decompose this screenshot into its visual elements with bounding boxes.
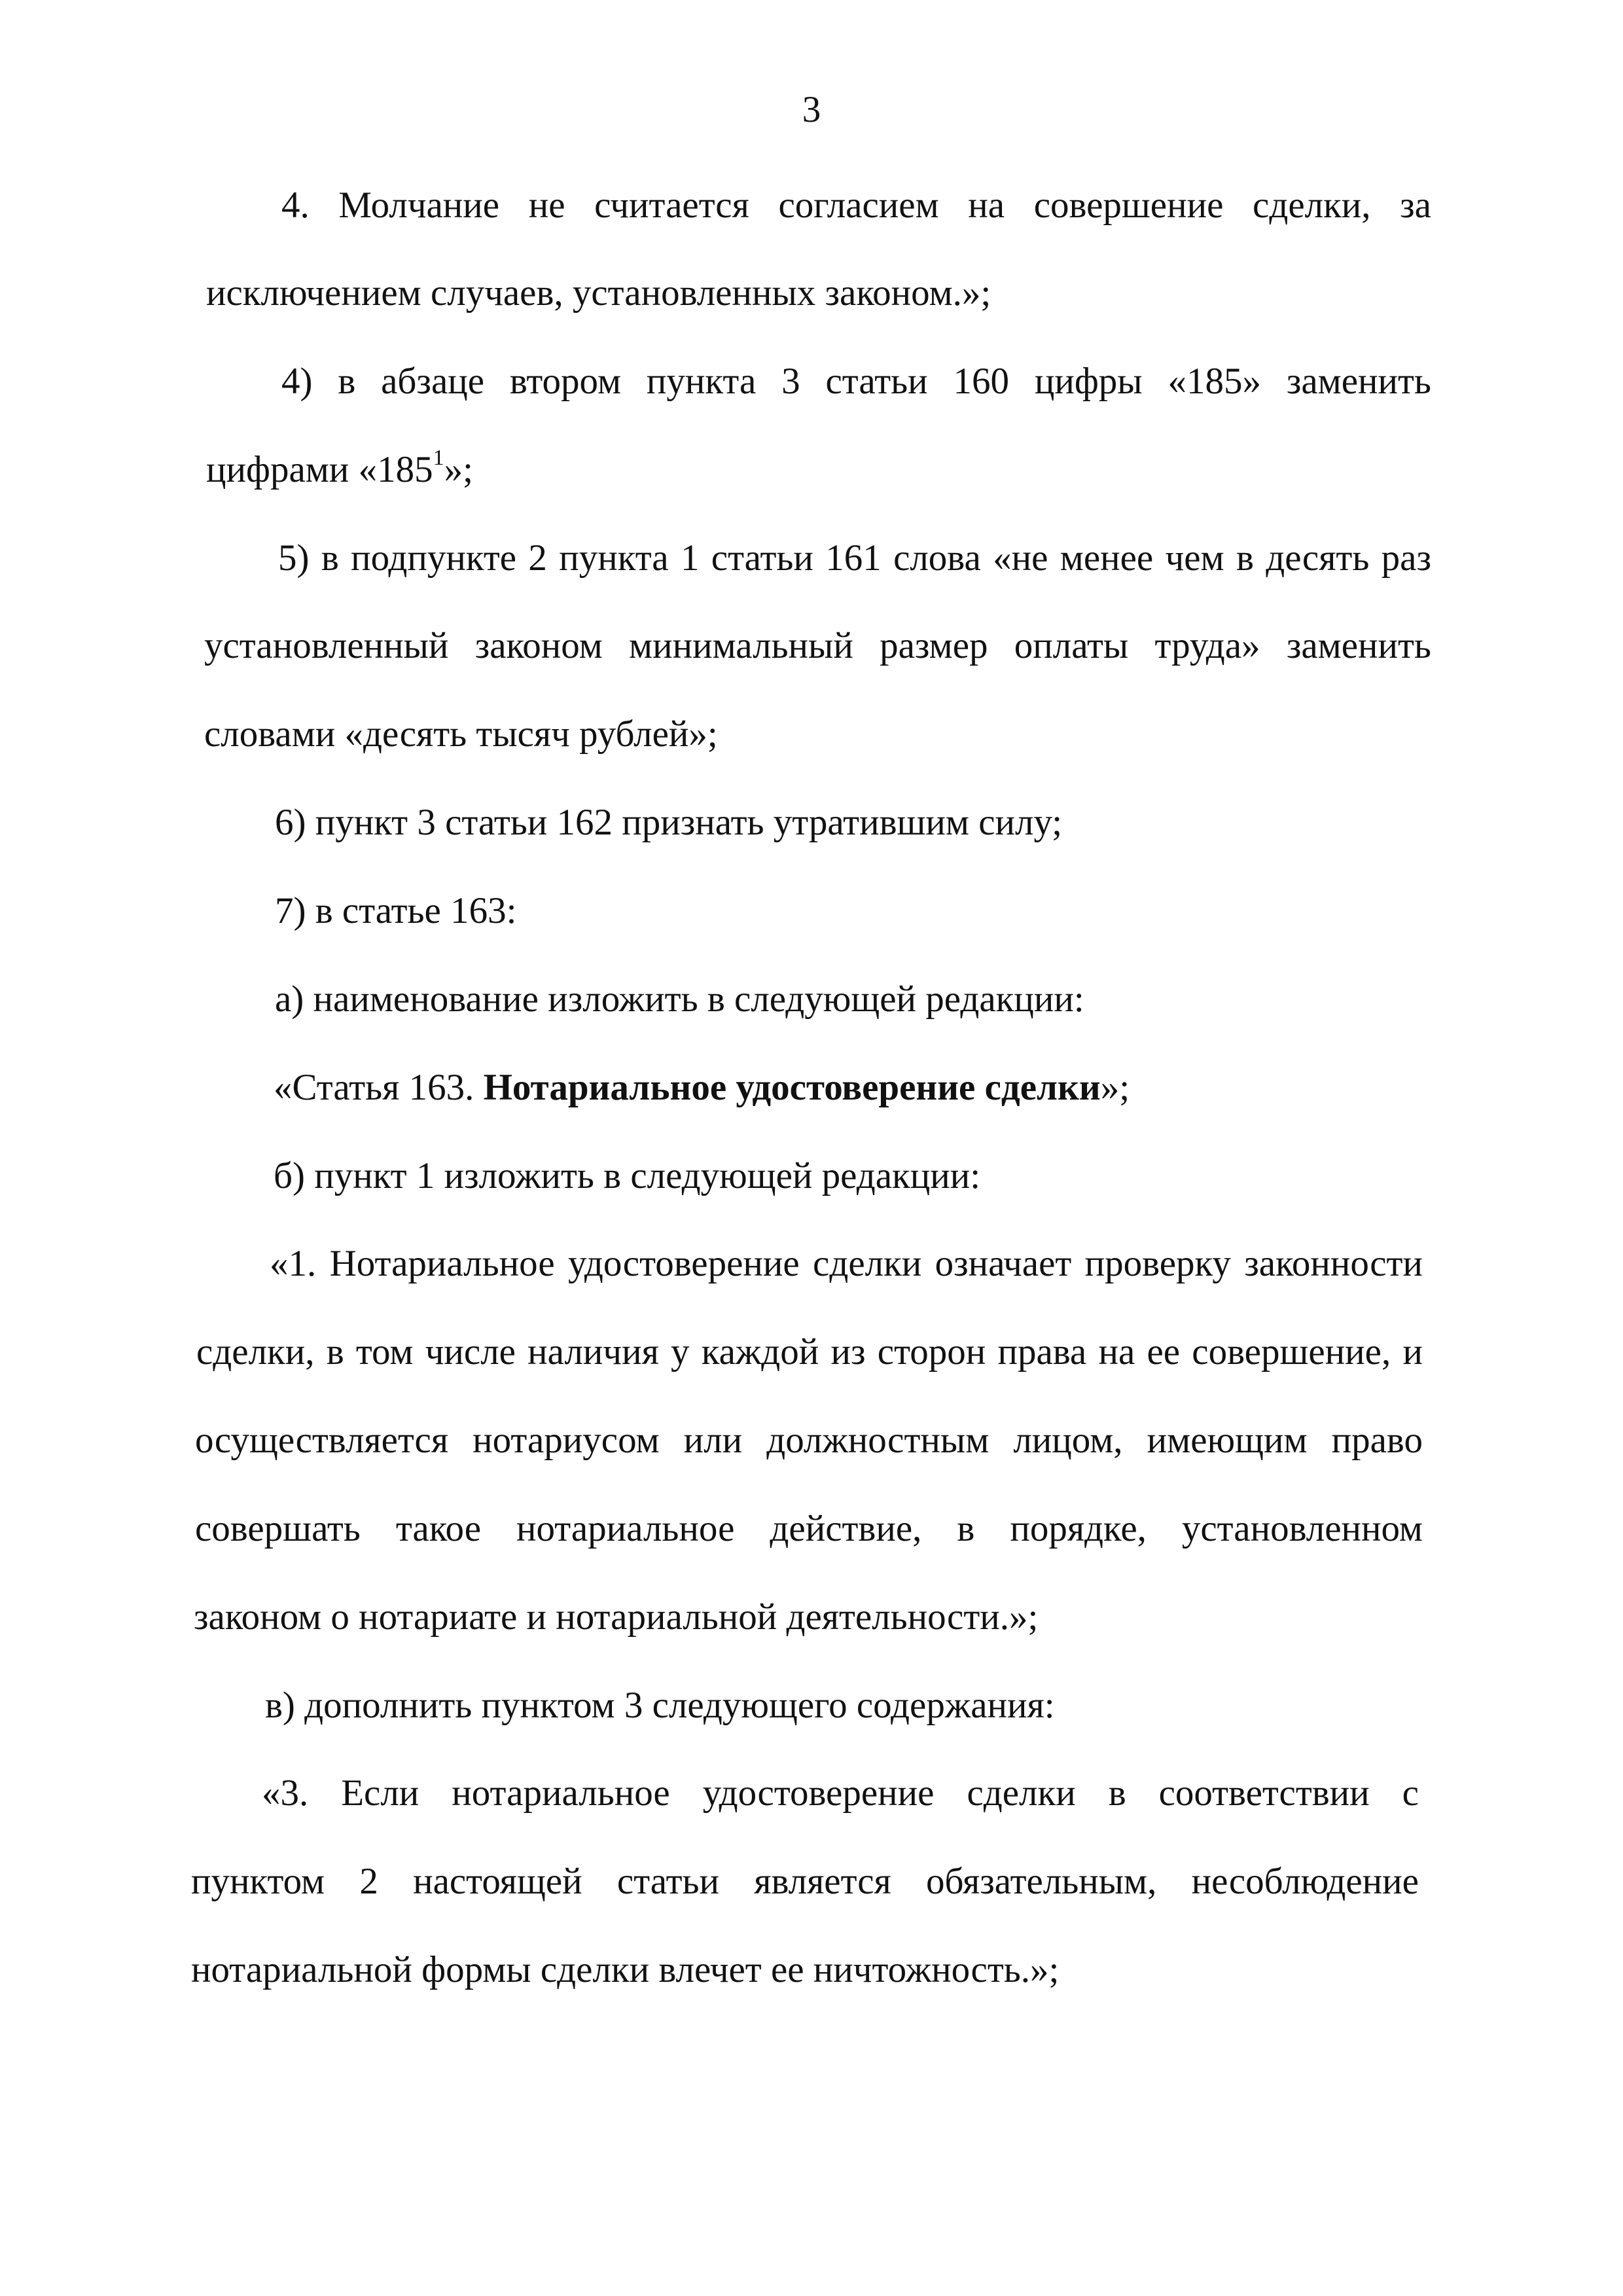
word: «3.	[262, 1772, 309, 1814]
word: в	[326, 1331, 344, 1372]
word: за	[1400, 185, 1431, 226]
paragraph-line-12: б) пункт 1 изложить в следующей редакции:	[274, 1155, 981, 1196]
word: 1	[680, 537, 700, 579]
word: 160	[953, 361, 1009, 402]
word: наличия	[527, 1331, 659, 1372]
word: в	[1108, 1772, 1126, 1814]
paragraph-line-11: «Статья 163. Нотариальное удостоверение сделки»;	[274, 1067, 1130, 1108]
superscript: 1	[433, 446, 444, 470]
word: не	[528, 185, 565, 226]
word: статьи	[711, 537, 813, 579]
word: из	[830, 1331, 866, 1372]
word: Нотариальное	[329, 1243, 555, 1284]
paragraph-line-18: в) дополнить пунктом 3 следующего содержания:	[265, 1685, 1055, 1726]
word: настоящей	[413, 1861, 582, 1902]
word: совершение	[1033, 185, 1224, 226]
word: минимальный	[629, 625, 853, 666]
word: «185»	[1168, 361, 1261, 402]
word: обязательным,	[925, 1861, 1157, 1902]
paragraph-line-7: словами «десять тысяч рублей»;	[204, 713, 718, 755]
word: сторон	[877, 1331, 986, 1372]
word: и	[1402, 1331, 1423, 1372]
word: в	[957, 1508, 975, 1549]
word: втором	[509, 361, 622, 402]
paragraph-line-17: законом о нотариате и нотариальной деятельности.»;	[194, 1596, 1039, 1638]
word: удостоверение	[702, 1772, 935, 1814]
word: десять	[1266, 537, 1370, 579]
word: Если	[341, 1772, 419, 1814]
word: законности	[1244, 1243, 1423, 1284]
word: абзаце	[381, 361, 485, 402]
paragraph-line-4: цифрами «$185^1$»;	[206, 446, 473, 490]
word: такое	[395, 1508, 482, 1549]
word: нотариусом	[473, 1420, 660, 1461]
page-number: 3	[802, 89, 821, 130]
word: том	[355, 1331, 414, 1372]
paragraph-line-15	[195, 1414, 1423, 1467]
word: действие,	[770, 1508, 922, 1549]
paragraph-line-5	[278, 532, 1431, 584]
word: чем	[1165, 537, 1224, 579]
word: имеющим	[1147, 1420, 1308, 1461]
word: 2	[359, 1861, 378, 1902]
paragraph-line-1	[281, 179, 1431, 232]
word: раз	[1381, 537, 1431, 579]
word: на	[1098, 1331, 1135, 1372]
word: означает	[935, 1243, 1072, 1284]
word: 2	[528, 537, 547, 579]
word: Молчание	[338, 185, 500, 226]
paragraph-line-9: 7) в статье 163:	[275, 890, 517, 931]
word: 3	[781, 361, 800, 402]
word: лицом,	[1013, 1420, 1123, 1461]
word: каждой	[701, 1331, 819, 1372]
word: у	[671, 1331, 690, 1372]
word: нотариальное	[452, 1772, 670, 1814]
word: сделки,	[1253, 185, 1371, 226]
word: пункта	[646, 361, 757, 402]
word: в	[338, 361, 356, 402]
word: пунктом	[191, 1861, 325, 1902]
word: совершение,	[1192, 1331, 1391, 1372]
word: цифры	[1034, 361, 1143, 402]
word: совершать	[195, 1508, 361, 1549]
word: сделки,	[196, 1331, 315, 1372]
word: в	[321, 537, 339, 579]
paragraph-line-21: нотариальной формы сделки влечет ее ничтожность.»;	[191, 1949, 1060, 1990]
word: менее	[1060, 537, 1154, 579]
word: несоблюдение	[1191, 1861, 1419, 1902]
paragraph-line-3	[281, 355, 1431, 408]
word: числе	[425, 1331, 516, 1372]
word: удостоверение	[567, 1243, 800, 1284]
word: сделки	[967, 1772, 1076, 1814]
word: 161	[825, 537, 882, 579]
word: права	[997, 1331, 1087, 1372]
word: порядке,	[1010, 1508, 1147, 1549]
paragraph-line-10: а) наименование изложить в следующей редакции:	[275, 978, 1084, 1020]
word: установленном	[1181, 1508, 1423, 1549]
paragraph-line-6	[204, 620, 1431, 672]
word: «1.	[270, 1243, 317, 1284]
paragraph-line-16	[195, 1503, 1423, 1555]
word: сделки	[813, 1243, 922, 1284]
word: подпункте	[351, 537, 517, 579]
word: статьи	[825, 361, 928, 402]
article-heading-bold: Нотариальное удостоверение сделки	[483, 1067, 1101, 1108]
word: пункта	[559, 537, 669, 579]
word: проверку	[1084, 1243, 1231, 1284]
word: 5)	[278, 537, 310, 579]
word: или	[683, 1420, 743, 1461]
word: осуществляется	[195, 1420, 449, 1461]
word: соответствии	[1158, 1772, 1370, 1814]
word: установленный	[204, 625, 449, 666]
word: статьи	[616, 1861, 720, 1902]
word: на	[968, 185, 1005, 226]
word: оплаты	[1014, 625, 1129, 666]
paragraph-line-20	[191, 1856, 1419, 1908]
word: право	[1331, 1420, 1423, 1461]
word: законом	[474, 625, 603, 666]
word: с	[1402, 1772, 1419, 1814]
word: труда»	[1154, 625, 1260, 666]
word: 4.	[281, 185, 310, 226]
word: считается	[594, 185, 749, 226]
word: заменить	[1286, 361, 1431, 402]
word: ее	[1147, 1331, 1181, 1372]
word: должностным	[766, 1420, 990, 1461]
word: 4)	[281, 361, 313, 402]
word: «не	[993, 537, 1048, 579]
paragraph-line-13	[270, 1238, 1423, 1290]
word: в	[1236, 537, 1254, 579]
word: заменить	[1286, 625, 1431, 666]
word: слова	[893, 537, 981, 579]
word: нотариальное	[516, 1508, 735, 1549]
paragraph-line-19	[262, 1767, 1419, 1820]
paragraph-line-8: 6) пункт 3 статьи 162 признать утратившим силу;	[275, 802, 1063, 843]
paragraph-line-14	[196, 1326, 1423, 1378]
paragraph-line-2: исключением случаев, установленных законом.»;	[206, 272, 991, 314]
word: является	[754, 1861, 891, 1902]
word: размер	[880, 625, 988, 666]
word: согласием	[778, 185, 939, 226]
